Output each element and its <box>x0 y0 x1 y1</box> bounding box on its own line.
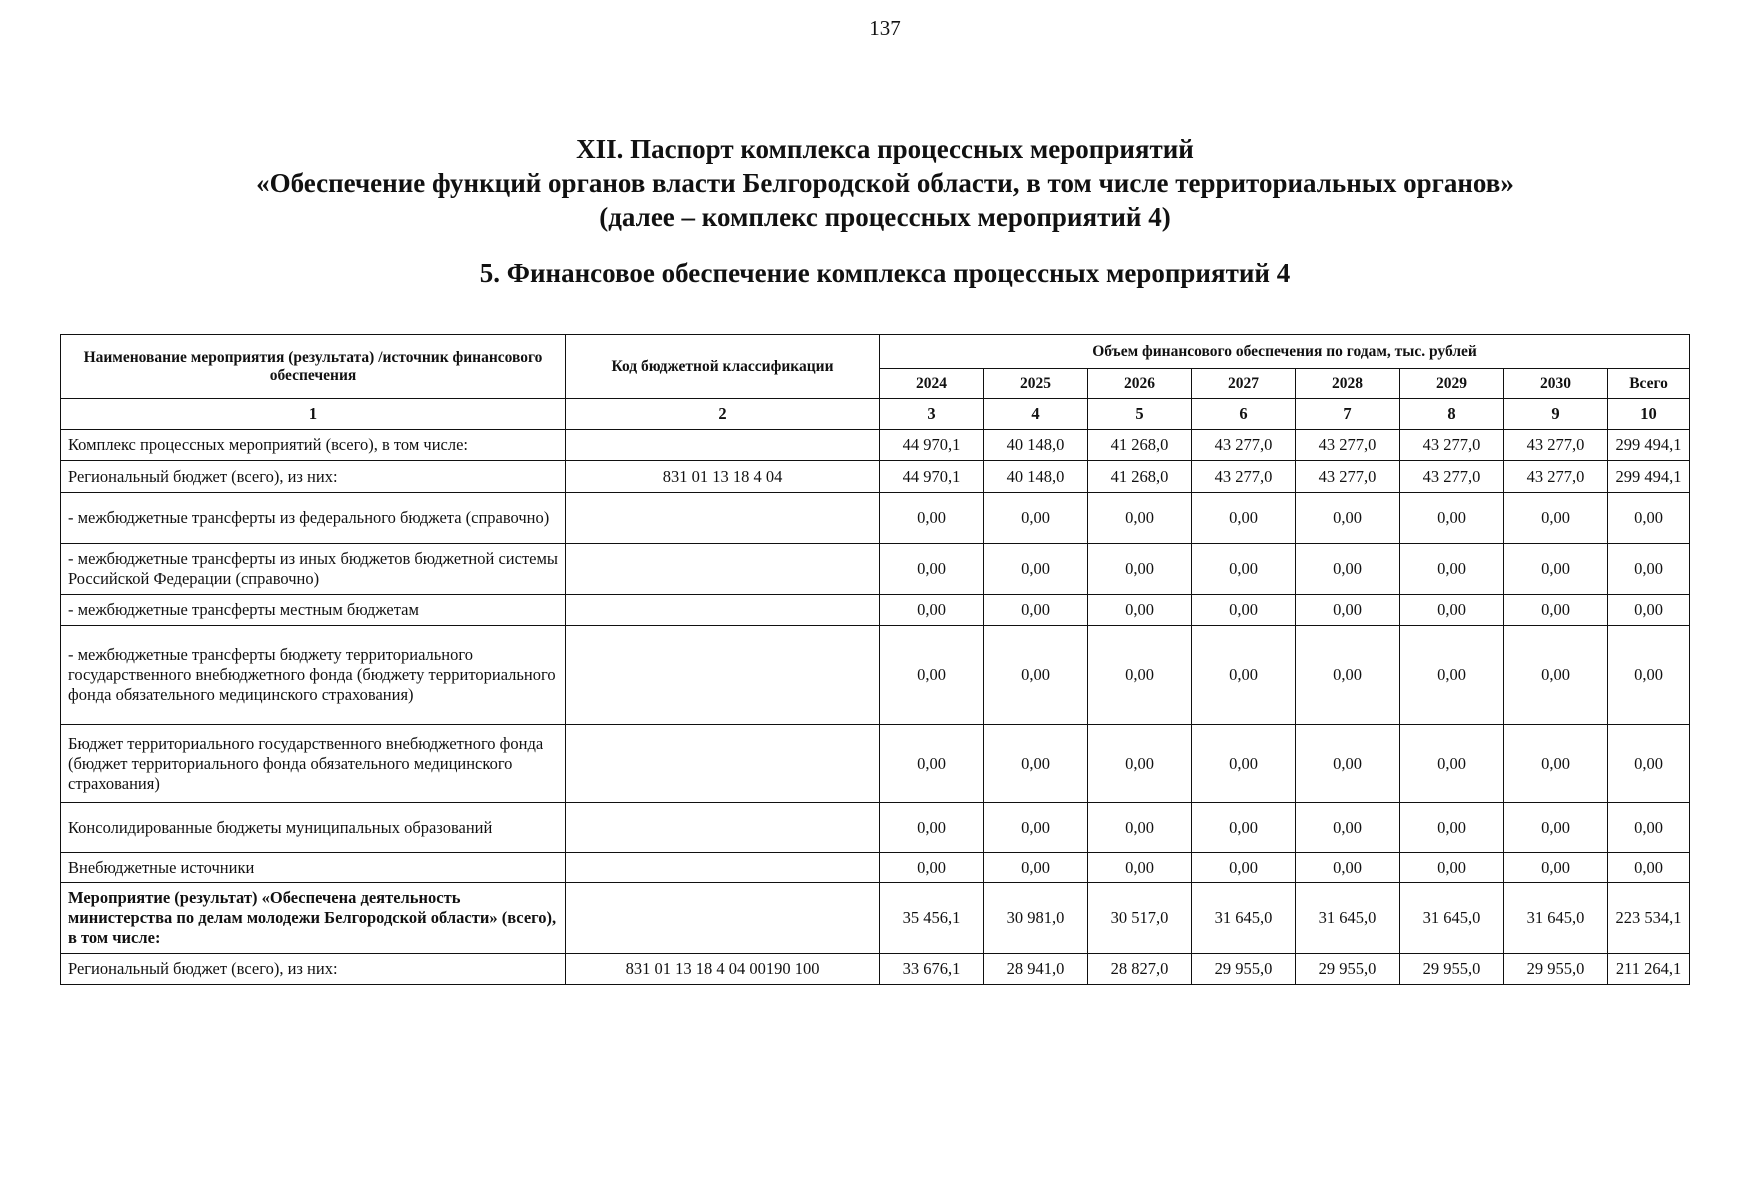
year-value-cell: 0,00 <box>880 544 984 595</box>
column-number: 5 <box>1088 399 1192 430</box>
row-name-cell: - межбюджетные трансферты местным бюджетам <box>61 595 566 626</box>
document-title <box>0 132 1760 234</box>
year-value-cell: 0,00 <box>984 803 1088 853</box>
year-value-cell: 40 148,0 <box>984 430 1088 461</box>
year-value-cell: 0,00 <box>1088 544 1192 595</box>
year-value-cell: 0,00 <box>1400 803 1504 853</box>
year-value-cell: 0,00 <box>880 626 984 725</box>
table-row <box>61 853 1690 883</box>
year-value-cell: 43 277,0 <box>1400 430 1504 461</box>
year-value-cell: 0,00 <box>1400 544 1504 595</box>
year-value-cell: 43 277,0 <box>1400 461 1504 493</box>
header-year: 2026 <box>1088 369 1192 399</box>
year-value-cell: 0,00 <box>1192 595 1296 626</box>
year-value-cell: 0,00 <box>1192 853 1296 883</box>
year-value-cell: 0,00 <box>1296 803 1400 853</box>
year-value-cell: 0,00 <box>1504 803 1608 853</box>
header-year: 2030 <box>1504 369 1608 399</box>
total-value-cell: 0,00 <box>1608 853 1690 883</box>
year-value-cell: 44 970,1 <box>880 461 984 493</box>
column-number: 7 <box>1296 399 1400 430</box>
year-value-cell: 0,00 <box>1088 725 1192 803</box>
row-name-cell: Внебюджетные источники <box>61 853 566 883</box>
year-value-cell: 43 277,0 <box>1296 461 1400 493</box>
year-value-cell: 31 645,0 <box>1504 883 1608 954</box>
budget-code-cell <box>566 595 880 626</box>
budget-code-cell <box>566 430 880 461</box>
budget-code-cell <box>566 853 880 883</box>
column-number: 6 <box>1192 399 1296 430</box>
year-value-cell: 0,00 <box>1504 493 1608 544</box>
header-code-column: Код бюджетной классификации <box>566 335 880 399</box>
year-value-cell: 0,00 <box>1400 626 1504 725</box>
header-volume-group: Объем финансового обеспечения по годам, тыс. рублей <box>880 335 1690 369</box>
column-number: 8 <box>1400 399 1504 430</box>
year-value-cell: 43 277,0 <box>1192 461 1296 493</box>
table-row <box>61 725 1690 803</box>
table-row <box>61 493 1690 544</box>
year-value-cell: 0,00 <box>1088 626 1192 725</box>
table-row <box>61 883 1690 954</box>
year-value-cell: 0,00 <box>880 853 984 883</box>
year-value-cell: 0,00 <box>1088 595 1192 626</box>
year-value-cell: 29 955,0 <box>1400 954 1504 985</box>
title-line-3: (далее – комплекс процессных мероприятий 4) <box>599 202 1171 232</box>
header-year: 2027 <box>1192 369 1296 399</box>
row-name-cell: Бюджет территориального государственного внебюджетного фонда (бюджет территориального фонда обязательного медицинского страхования) <box>61 725 566 803</box>
row-name-cell: - межбюджетные трансферты из федерального бюджета (справочно) <box>61 493 566 544</box>
budget-code-cell <box>566 803 880 853</box>
year-value-cell: 0,00 <box>1400 725 1504 803</box>
year-value-cell: 41 268,0 <box>1088 461 1192 493</box>
header-year: 2029 <box>1400 369 1504 399</box>
year-value-cell: 0,00 <box>1296 493 1400 544</box>
year-value-cell: 31 645,0 <box>1192 883 1296 954</box>
year-value-cell: 0,00 <box>1088 803 1192 853</box>
year-value-cell: 0,00 <box>880 725 984 803</box>
year-value-cell: 0,00 <box>1088 853 1192 883</box>
year-value-cell: 40 148,0 <box>984 461 1088 493</box>
table-row <box>61 461 1690 493</box>
column-number: 10 <box>1608 399 1690 430</box>
year-value-cell: 0,00 <box>1296 725 1400 803</box>
total-value-cell: 0,00 <box>1608 544 1690 595</box>
year-value-cell: 29 955,0 <box>1192 954 1296 985</box>
year-value-cell: 33 676,1 <box>880 954 984 985</box>
budget-code-cell <box>566 544 880 595</box>
year-value-cell: 29 955,0 <box>1504 954 1608 985</box>
year-value-cell: 0,00 <box>1504 544 1608 595</box>
table-row <box>61 430 1690 461</box>
row-name-cell: Консолидированные бюджеты муниципальных образований <box>61 803 566 853</box>
year-value-cell: 0,00 <box>1504 626 1608 725</box>
year-value-cell: 41 268,0 <box>1088 430 1192 461</box>
year-value-cell: 0,00 <box>1504 595 1608 626</box>
table-row <box>61 803 1690 853</box>
header-year: 2024 <box>880 369 984 399</box>
year-value-cell: 0,00 <box>880 493 984 544</box>
year-value-cell: 31 645,0 <box>1400 883 1504 954</box>
total-value-cell: 299 494,1 <box>1608 461 1690 493</box>
year-value-cell: 0,00 <box>984 853 1088 883</box>
budget-code-cell <box>566 626 880 725</box>
year-value-cell: 0,00 <box>880 803 984 853</box>
column-number: 4 <box>984 399 1088 430</box>
year-value-cell: 0,00 <box>1400 493 1504 544</box>
row-name-cell: Мероприятие (результат) «Обеспечена деятельность министерства по делам молодежи Белгородской области» (всего), в том числе: <box>61 883 566 954</box>
total-value-cell: 223 534,1 <box>1608 883 1690 954</box>
total-value-cell: 0,00 <box>1608 725 1690 803</box>
budget-code-cell <box>566 725 880 803</box>
year-value-cell: 0,00 <box>984 595 1088 626</box>
row-name-cell: - межбюджетные трансферты бюджету территориального государственного внебюджетного фонда (бюджету территориального фонда обязательного медицинского страхования) <box>61 626 566 725</box>
total-value-cell: 0,00 <box>1608 493 1690 544</box>
year-value-cell: 0,00 <box>1296 544 1400 595</box>
budget-code-cell: 831 01 13 18 4 04 <box>566 461 880 493</box>
title-line-2: «Обеспечение функций органов власти Белгородской области, в том числе территориальных органов» <box>256 168 1514 198</box>
year-value-cell: 43 277,0 <box>1504 461 1608 493</box>
section-subtitle: 5. Финансовое обеспечение комплекса процессных мероприятий 4 <box>479 258 1291 288</box>
year-value-cell: 28 827,0 <box>1088 954 1192 985</box>
year-value-cell: 0,00 <box>1296 595 1400 626</box>
year-value-cell: 0,00 <box>984 725 1088 803</box>
financing-table <box>60 334 1690 985</box>
year-value-cell: 0,00 <box>1192 725 1296 803</box>
year-value-cell: 0,00 <box>984 544 1088 595</box>
year-value-cell: 43 277,0 <box>1296 430 1400 461</box>
budget-code-cell <box>566 493 880 544</box>
year-value-cell: 0,00 <box>1192 626 1296 725</box>
row-name-cell: Региональный бюджет (всего), из них: <box>61 461 566 493</box>
column-number: 3 <box>880 399 984 430</box>
year-value-cell: 44 970,1 <box>880 430 984 461</box>
column-number: 2 <box>566 399 880 430</box>
year-value-cell: 0,00 <box>1192 544 1296 595</box>
year-value-cell: 0,00 <box>1400 595 1504 626</box>
header-name-column: Наименование мероприятия (результата) /источник финансового обеспечения <box>61 335 566 399</box>
row-name-cell: - межбюджетные трансферты из иных бюджетов бюджетной системы Российской Федерации (справочно) <box>61 544 566 595</box>
budget-code-cell <box>566 883 880 954</box>
table-row <box>61 544 1690 595</box>
total-value-cell: 299 494,1 <box>1608 430 1690 461</box>
column-number: 1 <box>61 399 566 430</box>
year-value-cell: 35 456,1 <box>880 883 984 954</box>
year-value-cell: 29 955,0 <box>1296 954 1400 985</box>
total-value-cell: 0,00 <box>1608 595 1690 626</box>
year-value-cell: 0,00 <box>1088 493 1192 544</box>
year-value-cell: 0,00 <box>1192 803 1296 853</box>
column-number: 9 <box>1504 399 1608 430</box>
title-line-1: XII. Паспорт комплекса процессных мероприятий <box>576 134 1194 164</box>
total-value-cell: 211 264,1 <box>1608 954 1690 985</box>
budget-code-cell: 831 01 13 18 4 04 00190 100 <box>566 954 880 985</box>
total-value-cell: 0,00 <box>1608 626 1690 725</box>
year-value-cell: 0,00 <box>984 626 1088 725</box>
page-number: 137 <box>869 16 901 40</box>
table-row <box>61 595 1690 626</box>
column-number-row <box>61 399 1690 430</box>
header-year: 2025 <box>984 369 1088 399</box>
year-value-cell: 0,00 <box>1400 853 1504 883</box>
row-name-cell: Региональный бюджет (всего), из них: <box>61 954 566 985</box>
year-value-cell: 0,00 <box>880 595 984 626</box>
header-year: 2028 <box>1296 369 1400 399</box>
table-row <box>61 954 1690 985</box>
year-value-cell: 43 277,0 <box>1504 430 1608 461</box>
header-total: Всего <box>1608 369 1690 399</box>
year-value-cell: 0,00 <box>984 493 1088 544</box>
header-row-1 <box>61 335 1690 369</box>
row-name-cell: Комплекс процессных мероприятий (всего), в том числе: <box>61 430 566 461</box>
year-value-cell: 0,00 <box>1504 853 1608 883</box>
year-value-cell: 0,00 <box>1192 493 1296 544</box>
year-value-cell: 0,00 <box>1504 725 1608 803</box>
total-value-cell: 0,00 <box>1608 803 1690 853</box>
year-value-cell: 30 981,0 <box>984 883 1088 954</box>
year-value-cell: 43 277,0 <box>1192 430 1296 461</box>
year-value-cell: 30 517,0 <box>1088 883 1192 954</box>
year-value-cell: 0,00 <box>1296 626 1400 725</box>
year-value-cell: 0,00 <box>1296 853 1400 883</box>
table-row <box>61 626 1690 725</box>
year-value-cell: 31 645,0 <box>1296 883 1400 954</box>
year-value-cell: 28 941,0 <box>984 954 1088 985</box>
